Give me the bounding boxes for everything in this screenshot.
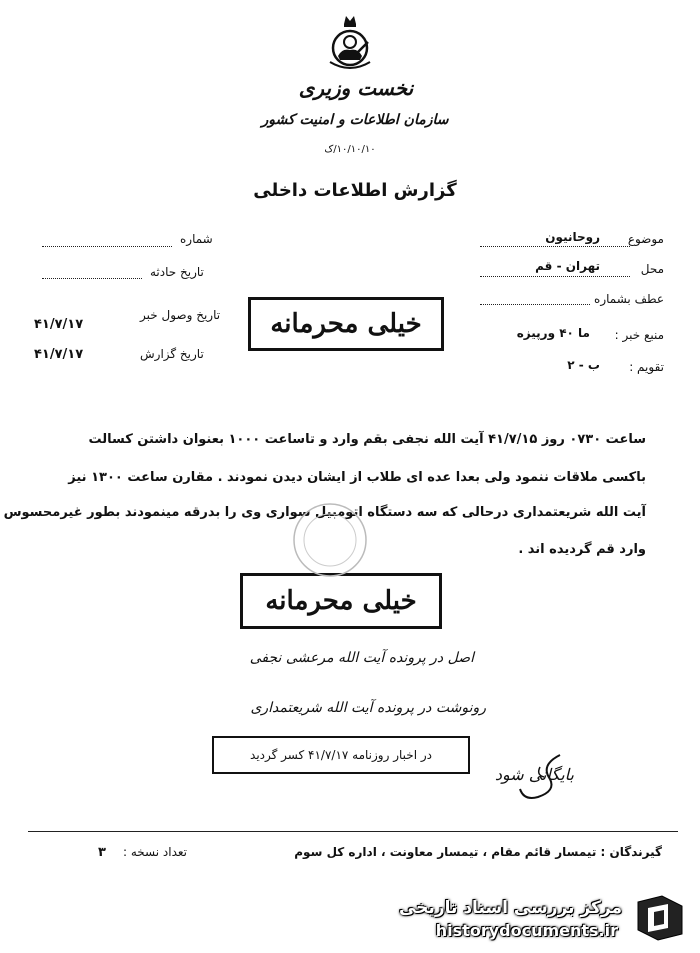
evaluation-label: تقویم :: [629, 360, 664, 374]
location-value: تهران - قم: [535, 259, 600, 273]
watermark-logo: [632, 894, 688, 942]
classification-stamp-bottom: خیلی محرمانه: [240, 573, 442, 629]
archive-logo-icon: [632, 894, 688, 942]
handwritten-note-archive: بایگانی شود: [494, 765, 574, 784]
recipients-line: گیرندگان : تیمسار قائم مقام ، تیمسار معاونت ، اداره کل سوم: [294, 845, 662, 859]
signature-scribble-icon: [510, 745, 570, 805]
body-line-2: باکسی ملاقات ننمود ولی بعدا عده ای طلاب از ایشان دیدن نمودند . مقارن ساعت ۱۳۰۰ نیز: [68, 470, 646, 485]
evaluation-value: ب - ۲: [567, 358, 600, 372]
received-date-label: تاریخ وصول خبر: [140, 308, 221, 322]
incident-date-dotted-line: [42, 278, 142, 279]
subject-label: موضوع: [627, 232, 664, 246]
source-value: ما ۴۰ ورپیزه: [516, 326, 590, 340]
report-date-value: ۴۱/۷/۱۷: [34, 347, 84, 362]
subject-dotted-line: [480, 246, 630, 247]
location-label: محل: [640, 262, 664, 276]
number-dotted-line: [42, 246, 172, 247]
report-date-label: تاریخ گزارش: [140, 347, 204, 361]
source-label: منبع خبر :: [614, 328, 664, 342]
subject-value: روحانیون: [545, 230, 600, 244]
reference-label: عطف بشماره: [594, 292, 664, 306]
footer-divider: [28, 831, 678, 832]
body-line-1: ساعت ۰۷۳۰ روز ۴۱/۷/۱۵ آیت الله نجفی بقم وارد و تاساعت ۱۰۰۰ بعنوان داشتن کسالت: [88, 432, 646, 447]
body-line-4: وارد قم گردیده اند .: [518, 542, 646, 557]
classification-stamp-top: خیلی محرمانه: [248, 297, 444, 351]
watermark-url: historydocuments.ir: [435, 921, 618, 940]
organization-name: سازمان اطلاعات و امنیت کشور: [261, 112, 449, 128]
lion-and-sun-emblem-icon: [322, 12, 378, 74]
location-dotted-line: [480, 276, 630, 277]
report-title: گزارش اطلاعات داخلی: [253, 180, 457, 201]
faint-seal-icon: [290, 500, 370, 580]
body-line-3: آیت الله شریعتمداری درحالی که سه دستگاه اتومبیل سواری وی را بدرقه مینمودند بطور غیرمحسوس: [3, 505, 646, 520]
incident-date-label: تاریخ حادثه: [150, 265, 204, 279]
ministry-title: نخست وزیری: [298, 76, 414, 100]
reference-code: ۱۰/۱۰/۱۰/ک: [324, 144, 376, 155]
watermark-title: مرکز بررسی اسناد تاریخی: [399, 898, 622, 918]
received-date-value: ۴۱/۷/۱۷: [34, 317, 84, 332]
copies-value: ۳: [98, 845, 106, 860]
number-label: شماره: [180, 232, 213, 246]
copies-label: تعداد نسخه :: [123, 845, 188, 859]
handwritten-note-original: اصل در پرونده آیت الله مرعشی نجفی: [249, 650, 474, 666]
reference-dotted-line: [480, 304, 590, 305]
archive-note-box: در اخبار روزنامه ۴۱/۷/۱۷ کسر گردید: [212, 736, 470, 774]
handwritten-note-copy: رونوشت در پرونده آیت الله شریعتمداری: [250, 700, 486, 716]
